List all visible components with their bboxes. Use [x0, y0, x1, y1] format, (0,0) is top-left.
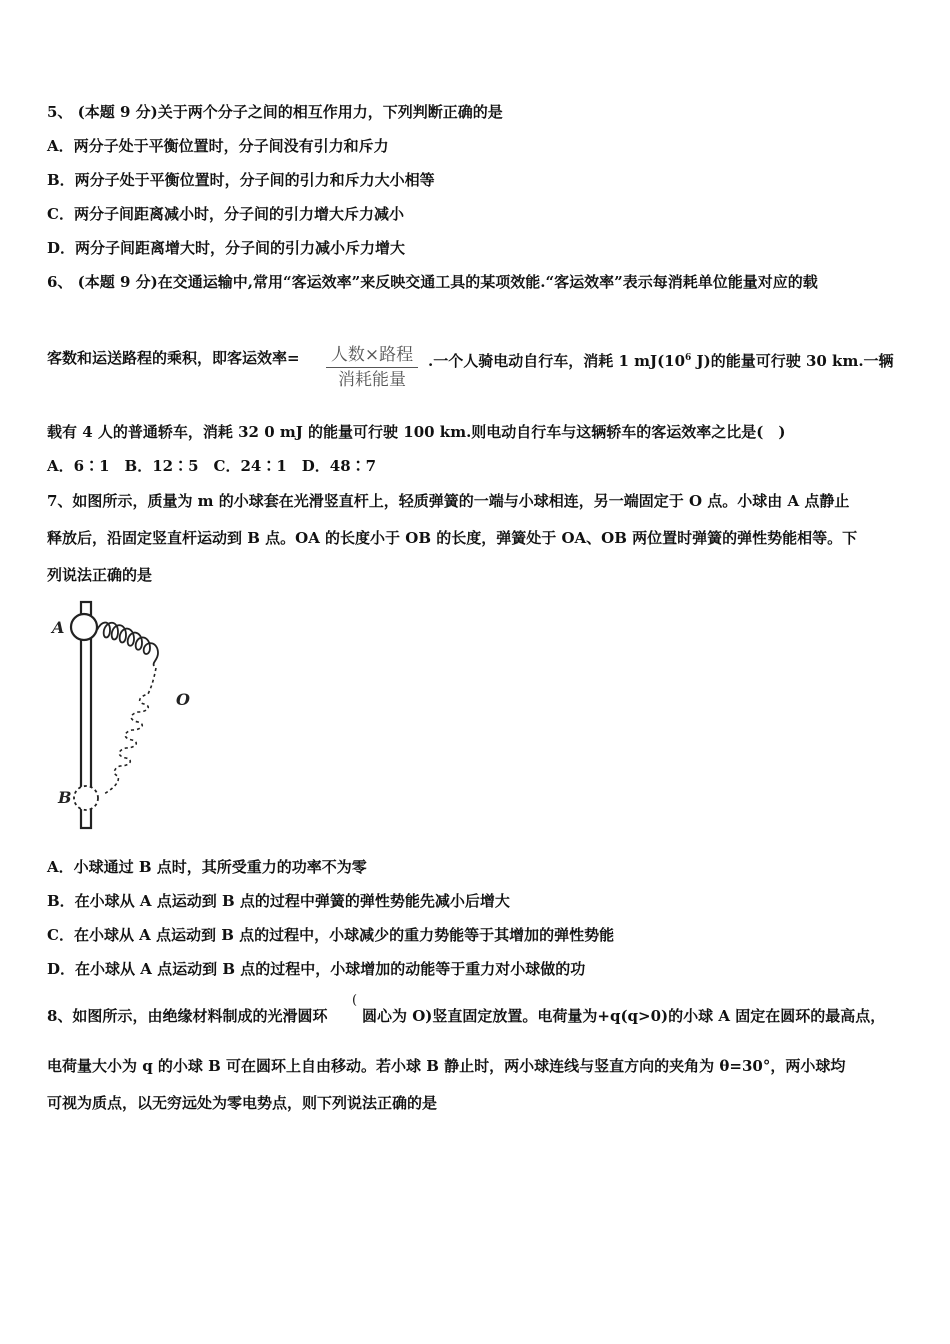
q8-open-paren: (	[352, 993, 358, 1008]
fraction-denominator: 消耗能量	[338, 370, 406, 390]
q6-superscript: 6	[685, 353, 692, 363]
q6-text-a: .一个人骑电动自行车，消耗 1 mJ(10	[428, 352, 686, 370]
q7-option-c: C．在小球从 A 点运动到 B 点的过程中，小球减少的重力势能等于其增加的弹性势能	[47, 926, 615, 944]
fraction-numerator: 人数×路程	[330, 345, 414, 365]
q6-stem-line1: 6、 (本题 9 分)在交通运输中,常用“客运效率”来反映交通工具的某项效能.“客运效率”表示每消耗单位能量对应的载	[47, 273, 818, 291]
q5-option-b: B．两分子处于平衡位置时，分子间的引力和斥力大小相等	[47, 171, 435, 189]
q8-stem-line1-pre: 8、如图所示，由绝缘材料制成的光滑圆环	[47, 1007, 328, 1025]
q8-stem-line1-post: 圆心为 O)竖直固定放置。电荷量为+q(q>0)的小球 A 固定在圆环的最高点，	[362, 1007, 886, 1025]
spring-at-a	[97, 623, 158, 667]
q8-stem-line3: 可视为质点，以无穷远处为零电势点，则下列说法正确的是	[47, 1094, 438, 1112]
q6-options: A．6∶1 B．12∶5 C．24∶1 D．48∶7	[47, 457, 377, 475]
q7-stem-line2: 释放后，沿固定竖直杆运动到 B 点。OA 的长度小于 OB 的长度，弹簧处于 OA、OB 两位置时弹簧的弹性势能相等。下	[47, 529, 858, 547]
q5-option-c: C．两分子间距离减小时，分子间的引力增大斥力减小	[47, 205, 404, 223]
efficiency-fraction	[323, 344, 421, 391]
q6-text-b: J)的能量可行驶 30 km.一辆	[691, 352, 894, 370]
q7-stem-line3: 列说法正确的是	[47, 566, 153, 584]
q6-stem-line2-pre: 客数和运送路程的乘积，即客运效率=	[47, 349, 300, 367]
label-b: B	[58, 788, 72, 807]
fraction-bar	[326, 367, 418, 368]
ball-a	[71, 614, 97, 640]
q7-option-d: D．在小球从 A 点运动到 B 点的过程中，小球增加的动能等于重力对小球做的功	[47, 960, 586, 978]
q6-stem-line3: 载有 4 人的普通轿车，消耗 32 0 mJ 的能量可行驶 100 km.则电动自行车与这辆轿车的客运效率之比是( )	[47, 423, 786, 441]
spring-at-b	[104, 668, 156, 794]
q8-stem-line2: 电荷量大小为 q 的小球 B 可在圆环上自由移动。若小球 B 静止时，两小球连线与竖直方向的夹角为 θ=30°，两小球均	[47, 1057, 846, 1075]
q7-option-b: B．在小球从 A 点运动到 B 点的过程中弹簧的弹性势能先减小后增大	[47, 892, 510, 910]
label-o: O	[176, 690, 190, 709]
q7-stem-line1: 7、如图所示，质量为 m 的小球套在光滑竖直杆上，轻质弹簧的一端与小球相连，另一端固定于 O 点。小球由 A 点静止	[47, 492, 850, 510]
spring-rod-figure	[44, 598, 204, 838]
q5-option-d: D．两分子间距离增大时，分子间的引力减小斥力增大	[47, 239, 406, 257]
q6-stem-line2-post	[428, 348, 894, 371]
ball-b	[74, 786, 98, 810]
q7-option-a: A．小球通过 B 点时，其所受重力的功率不为零	[47, 858, 367, 876]
q5-option-a: A．两分子处于平衡位置时，分子间没有引力和斥力	[47, 137, 389, 155]
q5-stem: 5、 (本题 9 分)关于两个分子之间的相互作用力，下列判断正确的是	[47, 103, 503, 121]
label-a: A	[52, 618, 65, 637]
